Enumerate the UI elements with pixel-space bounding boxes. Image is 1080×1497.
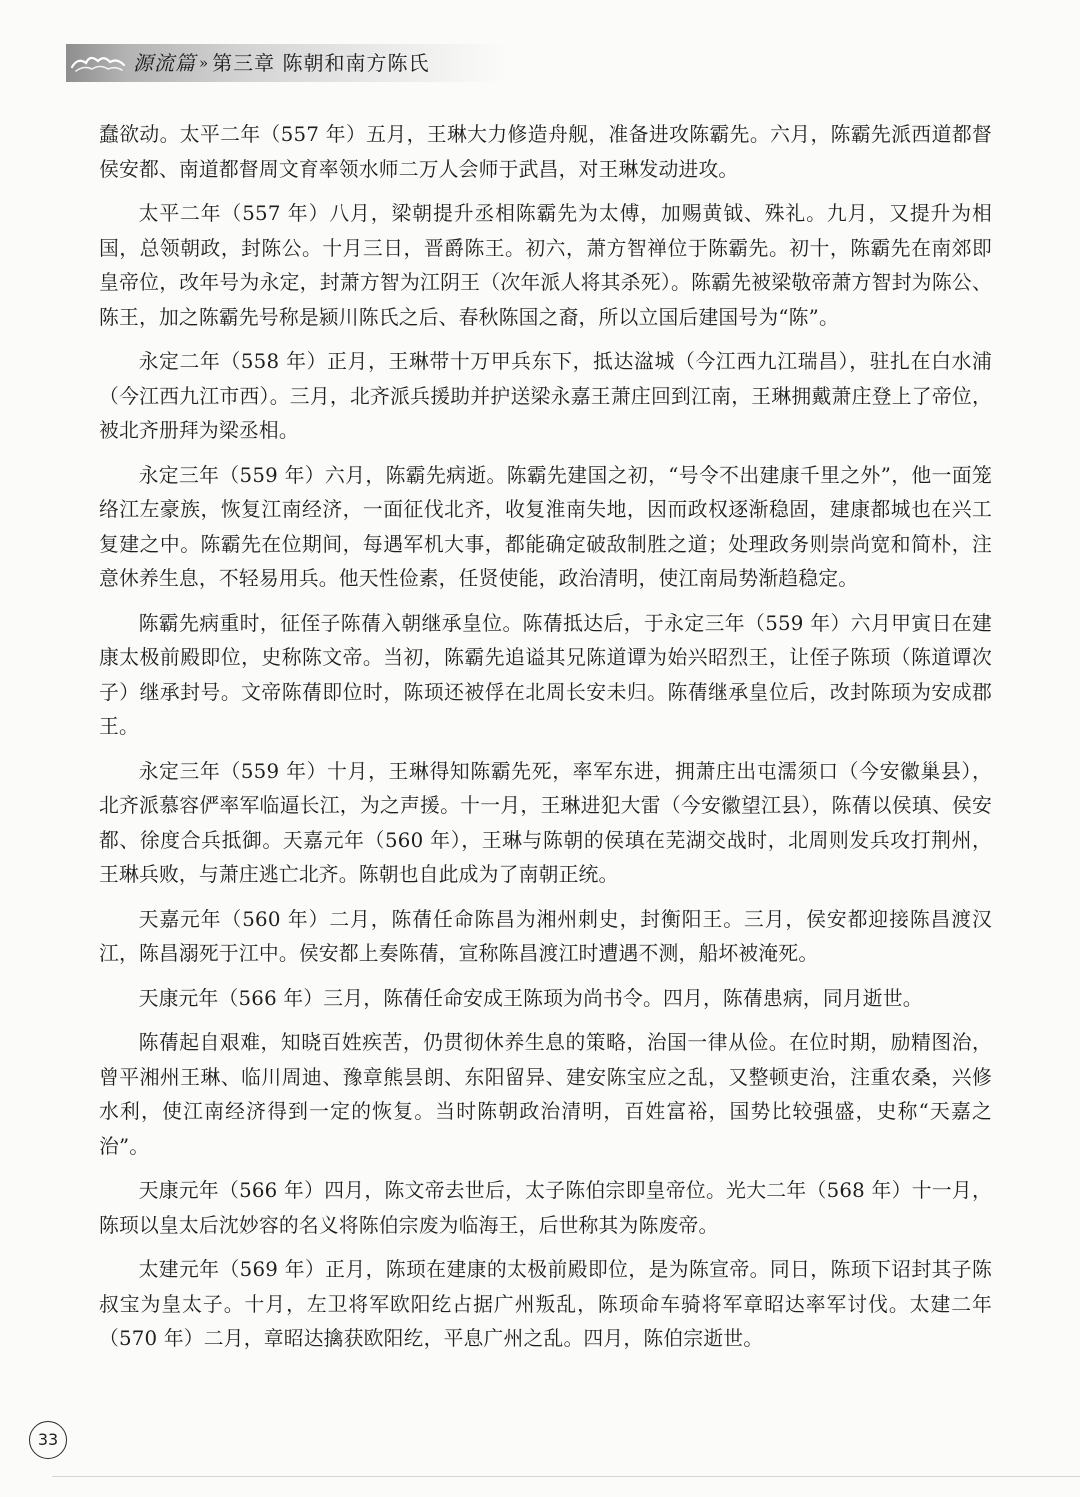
running-header	[133, 48, 430, 78]
body-text	[99, 118, 992, 1367]
paragraph: 永定三年（559 年）六月，陈霸先病逝。陈霸先建国之初，“号令不出建康千里之外”，他一面笼络江左豪族，恢复江南经济，一面征伐北齐，收复淮南失地，因而政权逐渐稳固，建康都城也在兴工复建之中。陈霸先在位期间，每遇军机大事，都能确定破敌制胜之道；处理政务则崇尚宽和简朴，注意休养生息，不轻易用兵。他天性俭素，任贤使能，政治清明，使江南局势渐趋稳定。	[99, 463, 992, 590]
paragraph: 天嘉元年（560 年）二月，陈蒨任命陈昌为湘州刺史，封衡阳王。三月，侯安都迎接陈昌渡汉江，陈昌溺死于江中。侯安都上奏陈蒨，宣称陈昌渡江时遭遇不测，船坏被淹死。	[99, 907, 992, 965]
cloud-ornament-icon	[70, 50, 126, 76]
header-separator: »	[199, 54, 210, 72]
paragraph: 太平二年（557 年）八月，梁朝提升丞相陈霸先为太傅，加赐黄钺、殊礼。九月，又提升为相国，总领朝政，封陈公。十月三日，晋爵陈王。初六，萧方智禅位于陈霸先。初十，陈霸先在南郊即皇帝位，改年号为永定，封萧方智为江阴王（次年派人将其杀死）。陈霸先被梁敬帝萧方智封为陈公、陈王，加之陈霸先号称是颍川陈氏之后、春秋陈国之裔，所以立国后建国号为“陈”。	[99, 202, 992, 329]
header-section: 源流篇	[133, 51, 196, 75]
paragraph: 永定三年（559 年）十月，王琳得知陈霸先死，率军东进，拥萧庄出屯濡须口（今安徽巢县），北齐派慕容俨率军临逼长江，为之声援。十一月，王琳进犯大雷（今安徽望江县），陈蒨以侯瑱、侯安都、徐度合兵抵御。天嘉元年（560 年），王琳与陈朝的侯瑱在芜湖交战时，北周则发兵攻打荆州，王琳兵败，与萧庄逃亡北齐。陈朝也自此成为了南朝正统。	[99, 759, 992, 886]
page-number: 33	[29, 1421, 67, 1459]
page-bottom-edge	[52, 1476, 1080, 1477]
paragraph: 陈蒨起自艰难，知晓百姓疾苦，仍贯彻休养生息的策略，治国一律从俭。在位时期，励精图治，曾平湘州王琳、临川周迪、豫章熊昙朗、东阳留异、建安陈宝应之乱，又整顿吏治，注重农桑，兴修水利，使江南经济得到一定的恢复。当时陈朝政治清明，百姓富裕，国势比较强盛，史称“天嘉之治”。	[99, 1031, 992, 1158]
paragraph: 永定二年（558 年）正月，王琳带十万甲兵东下，抵达湓城（今江西九江瑞昌），驻扎在白水浦（今江西九江市西）。三月，北齐派兵援助并护送梁永嘉王萧庄回到江南，王琳拥戴萧庄登上了帝位，被北齐册拜为梁丞相。	[99, 350, 992, 442]
paragraph: 天康元年（566 年）三月，陈蒨任命安成王陈顼为尚书令。四月，陈蒨患病，同月逝世。	[138, 986, 923, 1010]
paragraph: 蠢欲动。太平二年（557 年）五月，王琳大力修造舟舰，准备进攻陈霸先。六月，陈霸先派西道都督侯安都、南道都督周文育率领水师二万人会师于武昌，对王琳发动进攻。	[99, 123, 992, 181]
paragraph: 太建元年（569 年）正月，陈顼在建康的太极前殿即位，是为陈宣帝。同日，陈顼下诏封其子陈叔宝为皇太子。十月，左卫将军欧阳纥占据广州叛乱，陈顼命车骑将军章昭达率军讨伐。太建二年（570 年）二月，章昭达擒获欧阳纥，平息广州之乱。四月，陈伯宗逝世。	[99, 1258, 992, 1350]
paragraph: 天康元年（566 年）四月，陈文帝去世后，太子陈伯宗即皇帝位。光大二年（568 年）十一月，陈顼以皇太后沈妙容的名义将陈伯宗废为临海王，后世称其为陈废帝。	[99, 1179, 992, 1237]
paragraph: 陈霸先病重时，征侄子陈蒨入朝继承皇位。陈蒨抵达后，于永定三年（559 年）六月甲寅日在建康太极前殿即位，史称陈文帝。当初，陈霸先追谥其兄陈道谭为始兴昭烈王，让侄子陈顼（陈道谭次子）继承封号。文帝陈蒨即位时，陈顼还被俘在北周长安未归。陈蒨继承皇位后，改封陈顼为安成郡王。	[99, 611, 992, 738]
header-chapter: 第三章 陈朝和南方陈氏	[212, 51, 430, 75]
